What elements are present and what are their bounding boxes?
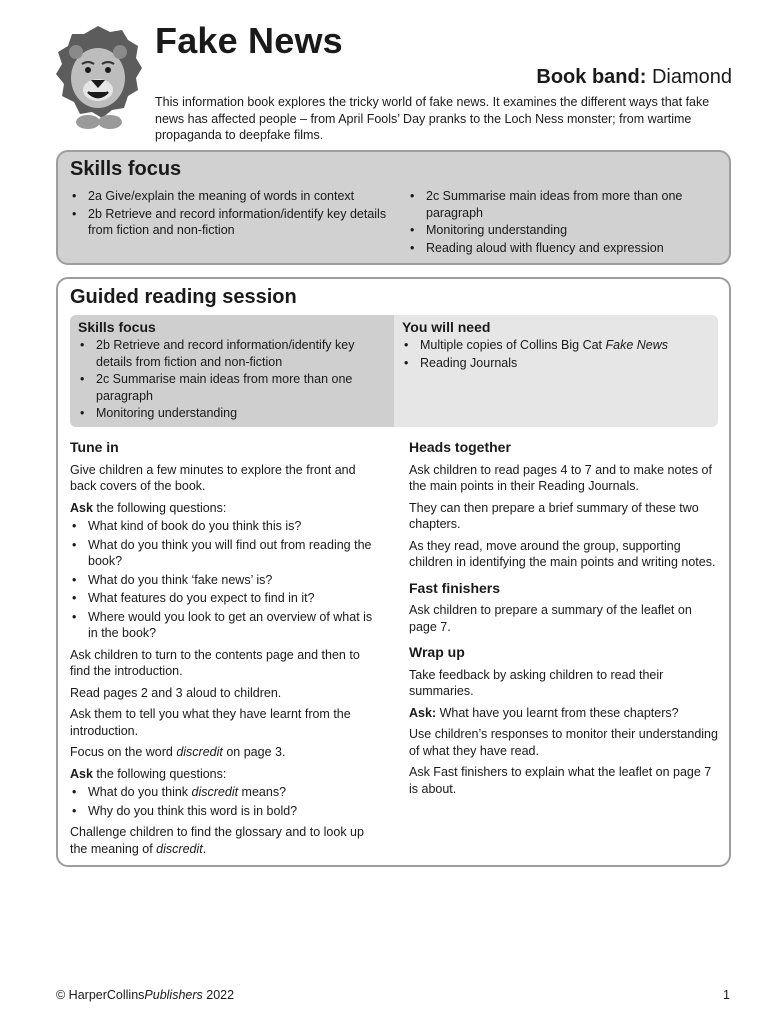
tune-in-heading: Tune in (70, 439, 119, 455)
book-title-italic: Fake News (605, 338, 669, 352)
list-item: • Reading Journals (402, 355, 710, 372)
right-body-column (409, 439, 719, 802)
italic-word: discredit (156, 841, 203, 856)
fast-finishers-heading: Fast finishers (409, 579, 501, 596)
paragraph: Ask Fast finishers to explain what the leaflet on page 7 is about. (409, 765, 712, 796)
skills-focus-right-column (408, 188, 718, 257)
list-item (70, 784, 380, 801)
italic-word: discredit (176, 745, 223, 759)
ask-text: the following questions: (92, 500, 227, 515)
list-item: • 2b Retrieve and record information/identify key details from fiction and non-fiction (78, 337, 386, 370)
list-item: • 2b Retrieve and record information/identify key details from fiction and non-fiction (70, 206, 390, 239)
ask-word: Ask (70, 766, 93, 781)
copyright-italic: Publishers (144, 988, 203, 1002)
text: means? (238, 785, 287, 799)
paragraph (70, 824, 380, 857)
text: . (202, 841, 207, 856)
text: on page 3. (222, 745, 286, 759)
lion-logo-icon (52, 24, 144, 132)
paragraph: Ask children to read pages 4 to 7 and to make notes of the main points in their Reading Journals. (409, 462, 712, 493)
ask-text: What have you learnt from these chapters? (436, 705, 679, 720)
ask-word: Ask (70, 500, 93, 515)
book-band (536, 66, 732, 89)
paragraph: Ask children to turn to the contents page and then to find the introduction. (70, 647, 360, 678)
paragraph: Ask them to tell you what they have learnt from the introduction. (70, 707, 351, 738)
guided-info-panel (70, 315, 718, 427)
page-number: 1 (723, 988, 730, 1002)
you-will-need-panel (394, 315, 718, 427)
text: What do you think (88, 785, 192, 799)
page-title: Fake News (155, 20, 343, 61)
paragraph (409, 705, 719, 722)
question-list (70, 518, 380, 642)
book-band-value: Diamond (651, 66, 732, 88)
guided-reading-box (56, 277, 731, 867)
guided-skills-heading: Skills focus (78, 319, 156, 335)
paragraph: Give children a few minutes to explore the front and back covers of the book. (70, 462, 356, 493)
copyright-year: 2022 (202, 988, 235, 1002)
italic-word: discredit (191, 785, 239, 799)
text: Focus on the word (70, 745, 177, 759)
guided-skills-panel (70, 315, 394, 427)
list-item: • Why do you think this word is in bold? (70, 803, 380, 820)
list-item: • 2a Give/explain the meaning of words in context (70, 188, 390, 205)
skills-focus-heading: Skills focus (70, 158, 182, 180)
ask-text: the following questions: (92, 766, 227, 781)
ask-word: Ask: (409, 705, 437, 720)
question-list (70, 784, 380, 819)
copyright-text: © HarperCollins (56, 988, 145, 1002)
skills-focus-left-column (70, 188, 390, 240)
paragraph: As they read, move around the group, supporting children in identifying the main points and writing notes. (409, 538, 716, 569)
intro-paragraph: This information book explores the tricky world of fake news. It examines the different ways that fake news has affected people – from April Fools’ Day pranks to the Loch Ness monster; from wartime propaganda to deepfake films. (155, 95, 710, 142)
copyright (56, 988, 234, 1002)
text: Challenge children to find the glossary and to look up the meaning of (70, 825, 364, 856)
list-item: • 2c Summarise main ideas from more than one paragraph (78, 371, 386, 404)
paragraph: Read pages 2 and 3 aloud to children. (70, 685, 282, 700)
you-will-need-heading: You will need (402, 319, 491, 335)
paragraph: Take feedback by asking children to read their summaries. (409, 667, 664, 698)
paragraph (70, 500, 380, 517)
list-item: • What do you think ‘fake news’ is? (70, 572, 380, 589)
skills-focus-box (56, 150, 731, 265)
tune-in-column (70, 439, 380, 862)
list-item (402, 337, 710, 354)
paragraph: They can then prepare a brief summary of these two chapters. (409, 500, 699, 531)
paragraph (70, 744, 380, 761)
list-item: • What kind of book do you think this is? (70, 518, 380, 535)
list-item: • 2c Summarise main ideas from more than one paragraph (408, 188, 718, 221)
list-item: • Monitoring understanding (408, 222, 718, 239)
paragraph: Use children’s responses to monitor their understanding of what they have read. (409, 727, 718, 758)
list-item: • Reading aloud with fluency and expression (408, 240, 718, 257)
list-item: • What do you think you will find out from reading the book? (70, 537, 380, 570)
need-text: Multiple copies of Collins Big Cat (420, 338, 606, 352)
list-item: • Where would you look to get an overview of what is in the book? (70, 609, 380, 642)
list-item: • What features do you expect to find in it? (70, 590, 380, 607)
book-band-label: Book band: (536, 66, 647, 88)
heads-together-heading: Heads together (409, 439, 511, 455)
paragraph (70, 766, 380, 783)
list-item: • Monitoring understanding (78, 405, 386, 422)
guided-reading-heading: Guided reading session (70, 286, 297, 308)
wrap-up-heading: Wrap up (409, 644, 465, 660)
paragraph: Ask children to prepare a summary of the leaflet on page 7. (409, 603, 692, 634)
